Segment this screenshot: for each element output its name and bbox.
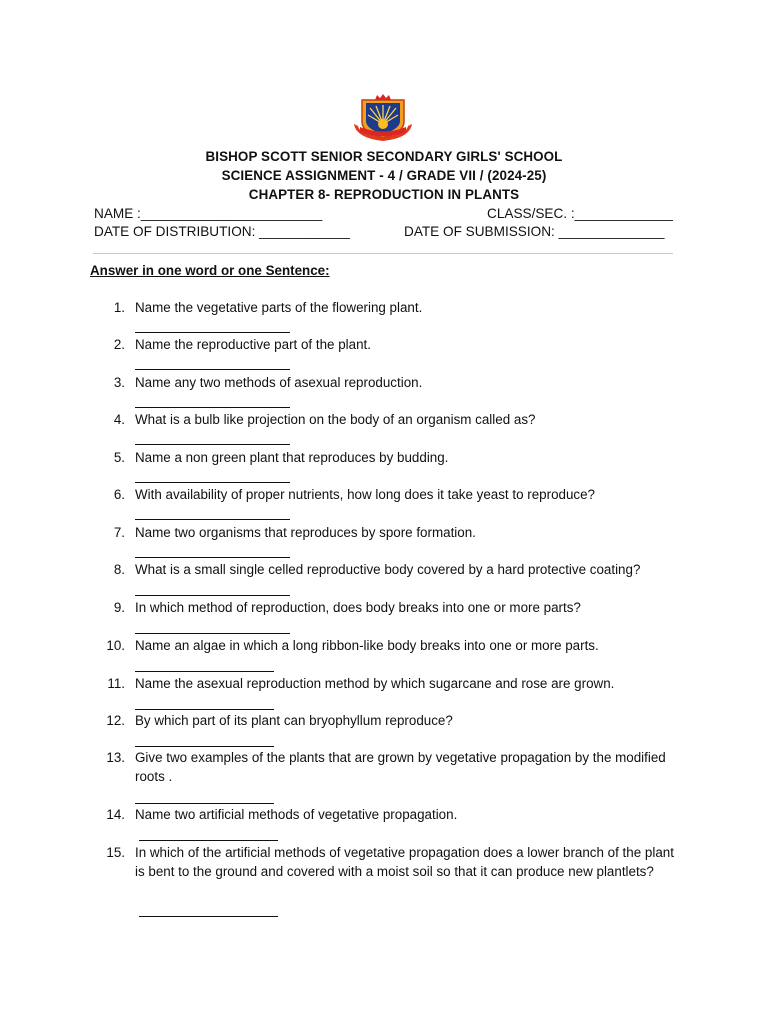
answer-line [135, 482, 290, 483]
question-text: Name an algae in which a long ribbon-like body breaks into one or more parts. [135, 638, 599, 653]
question-number: 2. [113, 337, 125, 352]
answer-line [135, 369, 290, 370]
answer-line [135, 444, 290, 445]
question-number: 1. [113, 300, 125, 315]
answer-line [135, 595, 290, 596]
answer-line [135, 709, 274, 710]
question-number: 12. [106, 713, 125, 728]
question-text: What is a bulb like projection on the body of an organism called as? [135, 412, 536, 427]
question-text: Name a non green plant that reproduces by budding. [135, 450, 449, 465]
class-sec-field: CLASS/SEC. :_____________ [487, 206, 673, 221]
question-text: By which part of its plant can bryophyllum reproduce? [135, 713, 453, 728]
name-field: NAME :________________________ [94, 206, 323, 221]
question-number: 5. [113, 450, 125, 465]
answer-line [135, 407, 290, 408]
date-submission-field: DATE OF SUBMISSION: ______________ [404, 224, 665, 239]
answer-line [135, 746, 274, 747]
school-name: BISHOP SCOTT SENIOR SECONDARY GIRLS' SCHOOL [205, 149, 563, 164]
question-number: 7. [113, 525, 125, 540]
question-text: With availability of proper nutrients, how long does it take yeast to reproduce? [135, 487, 595, 502]
chapter-title: CHAPTER 8- REPRODUCTION IN PLANTS [248, 187, 520, 202]
question-number: 13. [106, 750, 125, 765]
answer-line [135, 332, 290, 333]
question-text: Name two organisms that reproduces by spore formation. [135, 525, 476, 540]
question-text: Name any two methods of asexual reproduction. [135, 375, 423, 390]
answer-line [135, 671, 274, 672]
question-text: In which of the artificial methods of vegetative propagation does a lower branch of the plant is bent to the ground and covered with a moist soil so that it can produce new plantlets? [135, 845, 674, 879]
question-number: 11. [107, 676, 125, 691]
answer-line [139, 840, 278, 841]
question-number: 14. [106, 807, 125, 822]
question-text: Name the reproductive part of the plant. [135, 337, 371, 352]
question-number: 3. [113, 375, 125, 390]
question-text: Name the vegetative parts of the flowering plant. [135, 300, 423, 315]
question-text: Name two artificial methods of vegetative propagation. [135, 807, 458, 822]
school-logo [350, 94, 416, 144]
divider [93, 253, 673, 254]
instruction-text: Answer in one word or one Sentence [90, 263, 326, 278]
answer-line [139, 916, 278, 917]
answer-line [135, 519, 290, 520]
question-text: What is a small single celled reproductive body covered by a hard protective coating? [135, 562, 641, 577]
assignment-title: SCIENCE ASSIGNMENT - 4 / GRADE VII / (2024-25) [221, 168, 547, 183]
question-number: 9. [113, 600, 125, 615]
answer-line [135, 633, 290, 634]
answer-line [135, 557, 290, 558]
question-number: 10. [106, 638, 125, 653]
answer-line [135, 803, 274, 804]
question-text: In which method of reproduction, does body breaks into one or more parts? [135, 600, 581, 615]
question-text: Name the asexual reproduction method by which sugarcane and rose are grown. [135, 676, 615, 691]
question-number: 8. [113, 562, 125, 577]
instruction-heading [90, 263, 330, 278]
question-number: 6. [113, 487, 125, 502]
question-text: Give two examples of the plants that are grown by vegetative propagation by the modified roots . [135, 750, 666, 784]
date-distribution-field: DATE OF DISTRIBUTION: ____________ [94, 224, 350, 239]
instruction-colon: : [325, 263, 330, 278]
question-number: 4. [113, 412, 125, 427]
question-number: 15. [106, 845, 125, 860]
